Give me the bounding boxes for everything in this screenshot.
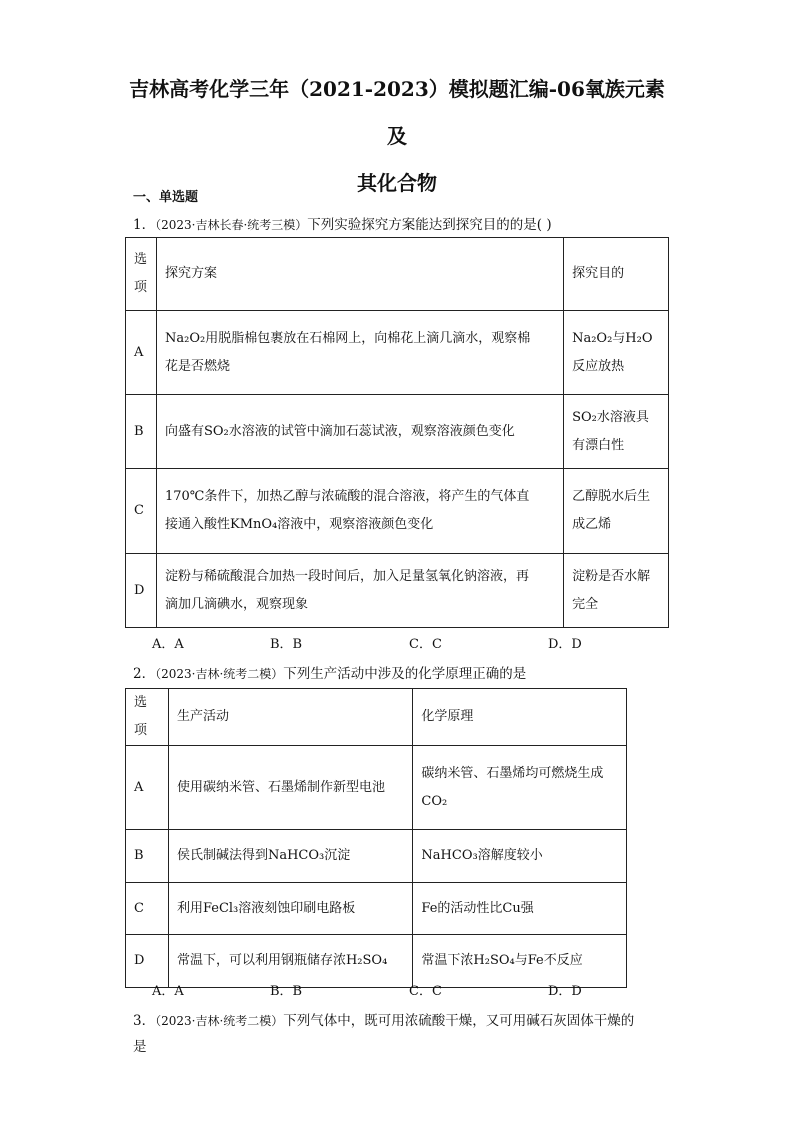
question-source: （2023·吉林·统考二模） <box>155 1014 284 1028</box>
table-row: A 使用碳纳米管、石墨烯制作新型电池 碳纳米管、石墨烯均可燃烧生成 CO₂ <box>126 746 627 830</box>
question-1-table <box>125 237 669 628</box>
document-title <box>120 66 674 207</box>
table-row: C 利用FeCl₃溶液刻蚀印刷电路板 Fe的活动性比Cu强 <box>126 883 627 935</box>
option-c[interactable]: C．C <box>409 637 442 652</box>
option-d[interactable]: D．D <box>548 984 582 999</box>
option-a[interactable]: A．A <box>152 984 184 999</box>
table-header-row <box>126 238 669 311</box>
table-row: D 常温下，可以利用钢瓶储存浓H₂SO₄ 常温下浓H₂SO₄与Fe不反应 <box>126 935 627 988</box>
table-row: B 向盛有SO₂水溶液的试管中滴加石蕊试液，观察溶液颜色变化 SO₂水溶液具 有漂白性 <box>126 395 669 469</box>
question-source: （2023·吉林长春·统考三模） <box>155 218 308 232</box>
table-header-row: 选项 生产活动 化学原理 <box>126 689 627 746</box>
header-goal: 探究目的 <box>564 238 669 311</box>
title-line-2: 其化合物 <box>357 171 437 195</box>
question-2-table <box>125 688 627 988</box>
header-option: 选项 <box>126 238 157 311</box>
section-heading: 一、单选题 <box>133 190 199 205</box>
table-row: D 淀粉与稀硫酸混合加热一段时间后，加入足量氢氧化钠溶液，再 滴加几滴碘水，观察现象 淀粉是否水解 完全 <box>126 554 669 628</box>
question-source: （2023·吉林·统考二模） <box>155 667 284 681</box>
table-row: A Na₂O₂用脱脂棉包裹放在石棉网上，向棉花上滴几滴水，观察棉 花是否燃烧 Na₂O₂与H₂O 反应放热 <box>126 311 669 395</box>
title-line-1: 吉林高考化学三年（2021-2023）模拟题汇编-06氧族元素及 <box>129 77 665 148</box>
option-a[interactable]: A．A <box>152 637 184 652</box>
header-plan: 探究方案 <box>156 238 563 311</box>
option-c[interactable]: C．C <box>409 984 442 999</box>
question-2-stem: 2．（2023·吉林·统考二模）下列生产活动中涉及的化学原理正确的是 <box>133 666 527 682</box>
question-3-stem: 3．（2023·吉林·统考二模）下列气体中，既可用浓硫酸干燥，又可用碱石灰固体干燥的 是 <box>133 1013 635 1055</box>
option-b[interactable]: B．B <box>270 637 303 652</box>
option-d[interactable]: D．D <box>548 637 582 652</box>
question-1-stem: 1．（2023·吉林长春·统考三模）下列实验探究方案能达到探究目的的是( ) <box>133 217 552 233</box>
table-row: B 侯氏制碱法得到NaHCO₃沉淀 NaHCO₃溶解度较小 <box>126 830 627 883</box>
table-row: C 170℃条件下，加热乙醇与浓硫酸的混合溶液，将产生的气体直 接通入酸性KMnO₄溶液中，观察溶液颜色变化 乙醇脱水后生 成乙烯 <box>126 469 669 554</box>
option-b[interactable]: B．B <box>270 984 303 999</box>
